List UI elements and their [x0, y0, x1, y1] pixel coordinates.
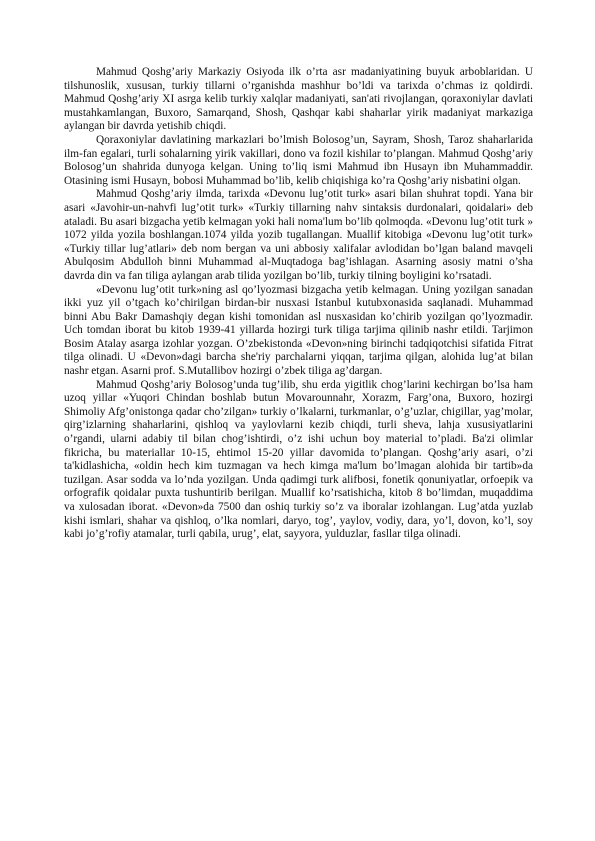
watermark: ​ — [273, 388, 327, 481]
paragraph-1: Mahmud Qoshg’ariy Markaziy Osiyoda ilk o’rta asr madaniyatining buyuk arboblaridan. U tilshunoslik, xususan, turkiy tillarni o’rganishda mashhur bo’ldi va tarixda o’chmas iz qoldirdi. Mahmud Qoshg’ariy XI asrga kelib turkiy xalqlar madaniyati, san'ati rivojlangan, qoraxoniylar davlati mustahkamlangan, Buxoro, Samarqand, Shosh, Qashqar kabi shaharlar yirik madaniyat markaziga aylangan bir davrda yetishib chiqdi. — [64, 66, 533, 133]
paragraph-5: Mahmud Qoshg’ariy Bolosog’unda tug’ilib, shu erda yigitlik chog’larini kechirgan bo’lsa ham uzoq yillar «Yuqori Chindan boshlab butun Movarounnahr, Xorazm, Farg’ona, Buxoro, hozirgi Shimoliy Afg’onistonga qadar cho’zilgan» turkiy o’lkalarni, turkmanlar, o’g’uzlar, chigillar, yag’molar, qirg’izlarning shaharlarini, qishloq va yaylovlarni kezib chiqdi, turli sheva, lahja xususiyatlarini o’rgandi, ularni adabiy til bilan chog’ishtirdi, o’z ishi uchun boy material to’pladi. Ba'zi olimlar fikricha, bu materiallar 10-15, ehtimol 15-20 yillar davomida to’plangan. Qoshg’ariy asari, o’zi ta'kidlashicha, «oldin hech kim tuzmagan va hech kimga ma'lum bo’lmagan alohida bir tartib»da tuzilgan. Asar sodda va lo’nda yozilgan. Unda qadimgi turk alifbosi, fonetik qonuniyatlar, orfoepik va orfografik qoidalar puxta tushuntirib berilgan. Muallif ko’rsatishicha, kitob 8 bo’limdan, muqaddima va xulosadan iborat. «Devon»da 7500 dan oshiq turkiy so’z va iboralar izohlangan. Lug’atda yuzlab kishi ismlari, shahar va qishloq, o’lka nomlari, daryo, tog’, yaylov, vodiy, dara, yo’l, dovon, ko’l, soy kabi jo’g’rofiy atamalar, turli qabila, urug’, elat, sayyora, yulduzlar, fasllar tilga olinadi. — [64, 378, 533, 541]
paragraph-4: «Devonu lug’otit turk»ning asl qo’lyozmasi bizgacha yetib kelmagan. Uning yozilgan sanadan ikki yuz yil o’tgach ko’chirilgan birdan-bir nusxasi Istanbul kutubxonasida saqlanadi. Muhammad binni Abu Bakr Damashqiy degan kishi tomonidan asl nusxasidan ko’chirib yozilgan qo’lyozmadir. Uch tomdan iborat bu kitob 1939-41 yillarda hozirgi turk tiliga tarjima qilinib nashr etildi. Tarjimon Bosim Atalay asarga izohlar yozgan. O’zbekistonda «Devon»ning birinchi tadqiqotchisi sifatida Fitrat tilga olinadi. U «Devon»dagi barcha she'riy parchalarni yiqqan, tarjima qilgan, alohida lug’at bilan nashr etgan. Asarni prof. S.Mutallibov hozirgi o’zbek tiliga ag’dargan. — [64, 283, 533, 378]
paragraph-2: Qoraxoniylar davlatining markazlari bo’lmish Bolosog’un, Sayram, Shosh, Taroz shaharlarida ilm-fan egalari, turli sohalarning yirik vakillari, dono va fozil kishilar to’plangan. Mahmud Qoshg’ariy Bolosog’un shahrida dunyoga kelgan. Uning to’liq ismi Mahmud ibn Husayn ibn Muhammaddir. Otasining ismi Husayn, bobosi Muhammad bo’lib, kelib chiqishiga ko’ra Qoshg’ariy nisbatini olgan. — [64, 133, 533, 187]
paragraph-3: Mahmud Qoshg’ariy ilmda, tarixda «Devonu lug’otit turk» asari bilan shuhrat topdi. Yana bir asari «Javohir-un-nahvfi lug’otit turk» «Turkiy tillarning nahv sintaksis durdonalari, qoidalari» deb ataladi. Bu asari bizgacha yetib kelmagan yoki hali noma'lum bo’lib qolmoqda. «Devonu lug’otit turk » 1072 yilda yozila boshlangan.1074 yilda yozib tugallangan. Muallif kitobiga «Devonu lug’otit turk» «Turkiy tillar lug’atlari» deb nom bergan va uni abbosiy xalifalar avlodidan bo’lgan baland mavqeli Abulqosim Abdulloh binni Muhammad al-Muqtadoga bag’ishlagan. Asarning asosiy matni o’sha davrda din va fan tiliga aylangan arab tilida yozilgan bo’lib, turkiy tilning boyligini ko’rsatadi. — [64, 188, 533, 282]
document-body — [64, 66, 533, 542]
